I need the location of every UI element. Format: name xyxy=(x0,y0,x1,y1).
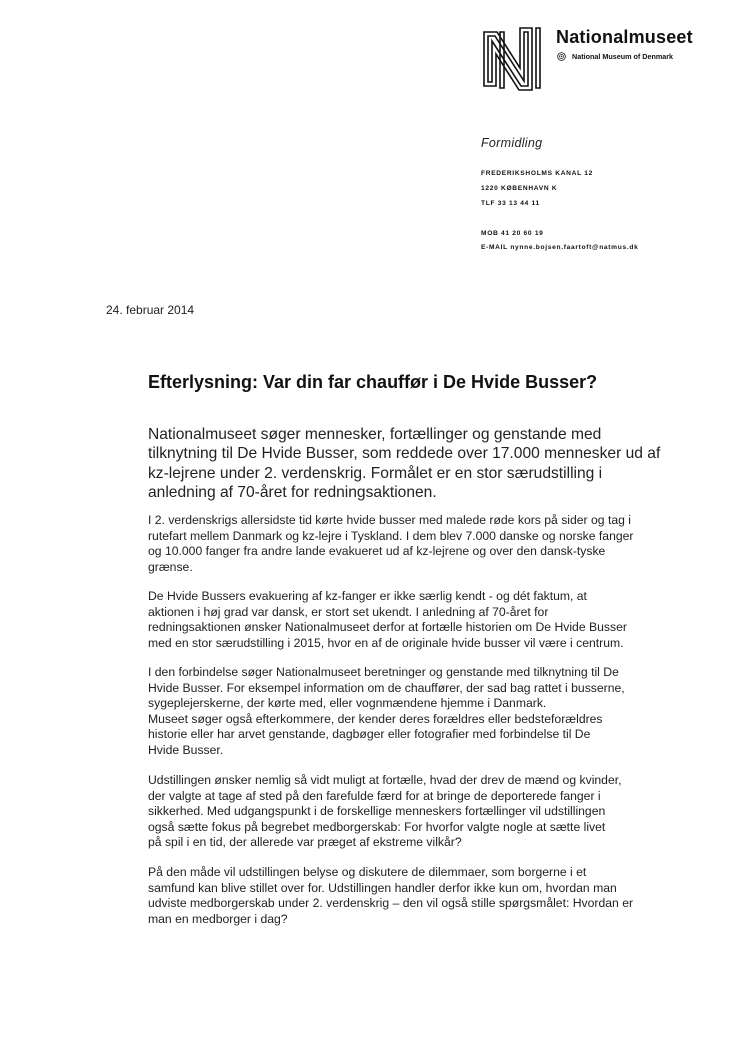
body-line: På den måde vil udstillingen belyse og diskutere de dilemmaer, som borgerne i et xyxy=(148,865,587,879)
body-line: De Hvide Bussers evakuering af kz-fanger er ikke særlig kendt - og dét faktum, at xyxy=(148,589,587,603)
body-line: på spil i en tid, der allerede var præget af ekstreme vilkår? xyxy=(148,835,462,850)
contact-address-street: FREDERIKSHOLMS KANAL 12 xyxy=(481,170,593,177)
body-paragraph-1 xyxy=(148,513,708,575)
body-line: grænse. xyxy=(148,559,193,574)
body-paragraph-2 xyxy=(148,589,708,651)
body-line: Museet søger også efterkommere, der kender deres forældres eller bedsteforældres xyxy=(148,711,603,726)
body-line: aktionen i høj grad var dansk, er stort set ukendt. I anledning af 70-året for xyxy=(148,604,549,619)
body-line: man en medborger i dag? xyxy=(148,911,288,926)
contact-email: E-MAIL nynne.bojsen.faartoft@natmus.dk xyxy=(481,244,639,251)
lead-line: tilknytning til De Hvide Busser, som reddede over 17.000 mennesker ud af xyxy=(148,445,661,463)
body-line: sygeplejerskerne, der kørte med, eller vognmændene hjemme i Danmark. xyxy=(148,696,547,711)
body-line: I den forbindelse søger Nationalmuseet beretninger og genstande med tilknytning til De xyxy=(148,665,619,679)
body-paragraph-5 xyxy=(148,865,708,927)
nationalmuseet-logo-icon xyxy=(480,26,546,92)
body-line: udviste medborgerskab under 2. verdenskrig – den vil også stille spørgsmålet: Hvordan er xyxy=(148,896,634,911)
body-line: med en stor særudstilling i 2015, hvor en af de originale hvide busser vil være i centrum. xyxy=(148,635,624,650)
lead-line: Nationalmuseet søger mennesker, fortællinger og genstande med xyxy=(148,426,602,443)
department-label: Formidling xyxy=(481,136,543,150)
contact-phone: TLF 33 13 44 11 xyxy=(481,200,540,207)
body-line: historie eller har arvet genstande, dagbøger eller fotografier med forbindelse til De xyxy=(148,727,591,742)
body-line: og 10.000 fanger fra andre lande evakueret ud af kz-lejrene og over den dansk-tyske xyxy=(148,544,606,559)
body-line: Hvide Busser. For eksempel information om de chauffører, der sad bag rattet i busserne, xyxy=(148,680,625,695)
body-line: samfund kan blive stillet over for. Udstillingen handler derfor ikke kun om, hvordan man xyxy=(148,880,617,895)
body-line: Udstillingen ønsker nemlig så vidt muligt at fortælle, hvad der drev de mænd og kvinder, xyxy=(148,773,622,787)
body-line: redningsaktionen ønsker Nationalmuseet derfor at fortælle historien om De Hvide Busser xyxy=(148,620,627,635)
press-headline: Efterlysning: Var din far chauffør i De Hvide Busser? xyxy=(148,372,598,392)
brand-subtitle xyxy=(557,52,673,61)
document-date: 24. februar 2014 xyxy=(106,303,195,317)
lead-paragraph xyxy=(148,425,661,503)
body-line: I 2. verdenskrigs allersidste tid kørte hvide busser med malede røde kors på sider og tag i xyxy=(148,513,631,527)
body-line: rutefart mellem Danmark og kz-lejre i Tyskland. I dem blev 7.000 danske og norske fanger xyxy=(148,528,634,543)
lead-line: anledning af 70-året for redningsaktionen. xyxy=(148,484,437,502)
body-line: der valgte at tage af sted på den farefulde færd for at bringe de deporterede fanger i xyxy=(148,788,601,803)
body-line: Hvide Busser. xyxy=(148,742,224,757)
contact-address-city: 1220 KØBENHAVN K xyxy=(481,185,558,192)
body-paragraph-3 xyxy=(148,665,708,759)
body-paragraph-4 xyxy=(148,773,708,851)
lead-line: kz-lejrene under 2. verdenskrig. Formålet er en stor særudstilling i xyxy=(148,464,603,482)
brand-name: Nationalmuseet xyxy=(556,27,693,47)
contact-mobile: MOB 41 20 60 19 xyxy=(481,230,544,237)
museum-seal-icon xyxy=(557,52,566,61)
body-line: også sætte fokus på begrebet medborgerskab: For hvorfor valgte nogle at sætte livet xyxy=(148,819,606,834)
body-line: sikkerhed. Med udgangspunkt i de forskellige menneskers fortællinger vil udstillingen xyxy=(148,804,606,819)
brand-subtitle-text: National Museum of Denmark xyxy=(572,52,674,61)
